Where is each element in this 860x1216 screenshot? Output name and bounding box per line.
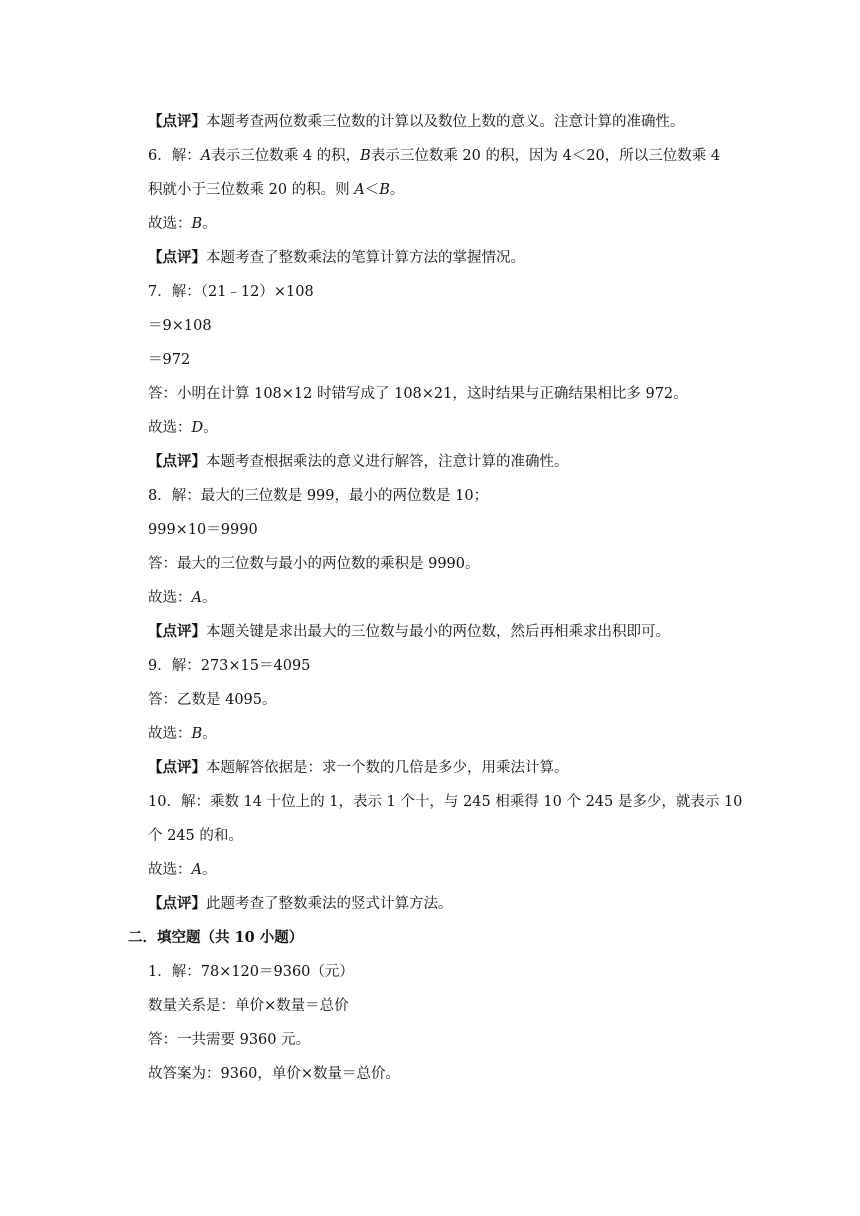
choice-letter: B xyxy=(191,216,203,232)
answer-choice-line xyxy=(148,860,216,880)
solution-line: 8．解：最大的三位数是 999，最小的两位数是 10； xyxy=(148,488,489,504)
answer-choice-line xyxy=(148,418,218,438)
solution-line: 999×10＝9990 xyxy=(148,522,258,538)
answer-choice-line xyxy=(148,214,217,234)
comment-tag: 【点评】 xyxy=(148,113,206,130)
text-segment: 故选： xyxy=(148,726,192,742)
text-segment: 。 xyxy=(201,590,217,606)
comment-text: 本题考查了整数乘法的笔算计算方法的掌握情况。 xyxy=(206,250,525,266)
comment-line xyxy=(148,248,525,268)
comment-text: 此题考查了整数乘法的竖式计算方法。 xyxy=(206,896,453,912)
solution-line: 1．解：78×120＝9360（元） xyxy=(148,964,354,980)
final-answer-line: 故答案为：9360，单价×数量＝总价。 xyxy=(148,1066,401,1082)
comment-line xyxy=(148,112,685,132)
answer-line: 答：小明在计算 108×12 时错写成了 108×21，这时结果与正确结果相比多 972。 xyxy=(148,386,688,402)
comment-line xyxy=(148,452,569,472)
comment-text: 本题关键是求出最大的三位数与最小的两位数，然后再相乘求出积即可。 xyxy=(206,624,670,640)
comment-text: 本题考查根据乘法的意义进行解答，注意计算的准确性。 xyxy=(206,454,569,470)
solution-line xyxy=(148,146,720,166)
variable: A xyxy=(354,182,365,198)
text-segment: 表示三位数乘 4 的积， xyxy=(211,148,361,164)
comment-text: 本题考查两位数乘三位数的计算以及数位上数的意义。注意计算的准确性。 xyxy=(206,114,685,130)
choice-letter: D xyxy=(191,420,204,436)
choice-letter: B xyxy=(191,726,203,742)
comment-tag: 【点评】 xyxy=(148,453,206,470)
variable: B xyxy=(360,148,371,164)
solution-line xyxy=(148,180,404,200)
answer-line: 答：乙数是 4095。 xyxy=(148,692,277,708)
text-segment: 故选： xyxy=(148,216,192,232)
text-segment: 故选： xyxy=(148,590,192,606)
text-segment: 。 xyxy=(201,862,217,878)
comment-line xyxy=(148,894,453,914)
text-segment: 故选： xyxy=(148,862,192,878)
comment-tag: 【点评】 xyxy=(148,759,206,776)
text-segment: 。 xyxy=(203,420,218,436)
text-segment: ＜ xyxy=(364,182,380,198)
solution-line: ＝9×108 xyxy=(148,318,212,334)
text-segment: 故选： xyxy=(148,420,192,436)
solution-line: 个 245 的和。 xyxy=(148,828,243,844)
comment-tag: 【点评】 xyxy=(148,895,206,912)
comment-tag: 【点评】 xyxy=(148,249,206,266)
choice-letter: A xyxy=(191,590,202,606)
variable: B xyxy=(379,182,390,198)
text-segment: 。 xyxy=(389,182,405,198)
text-segment: 表示三位数乘 20 的积，因为 4＜20，所以三位数乘 4 xyxy=(370,148,721,164)
comment-line xyxy=(148,622,670,642)
text-segment: 。 xyxy=(202,216,217,232)
solution-line: 数量关系是：单价×数量＝总价 xyxy=(148,998,349,1014)
answer-choice-line xyxy=(148,588,216,608)
solution-line: 9．解：273×15＝4095 xyxy=(148,658,311,674)
choice-letter: A xyxy=(191,862,202,878)
text-segment: 积就小于三位数乘 20 的积。则 xyxy=(148,182,355,198)
solution-line: 7．解：（21﹣12）×108 xyxy=(148,284,314,300)
text-segment: 。 xyxy=(202,726,217,742)
comment-line xyxy=(148,758,569,778)
comment-text: 本题解答依据是：求一个数的几倍是多少，用乘法计算。 xyxy=(206,760,569,776)
variable: A xyxy=(200,148,212,164)
comment-tag: 【点评】 xyxy=(148,623,206,640)
answer-line: 答：最大的三位数与最小的两位数的乘积是 9990。 xyxy=(148,556,480,572)
section-heading: 二．填空题（共 10 小题） xyxy=(128,929,304,946)
text-segment: 6．解： xyxy=(148,148,201,164)
answer-choice-line xyxy=(148,724,217,744)
solution-line: 10．解：乘数 14 十位上的 1，表示 1 个十，与 245 相乘得 10 个 245 是多少，就表示 10 xyxy=(148,794,743,810)
answer-line: 答：一共需要 9360 元。 xyxy=(148,1032,311,1048)
solution-line: ＝972 xyxy=(148,352,191,368)
